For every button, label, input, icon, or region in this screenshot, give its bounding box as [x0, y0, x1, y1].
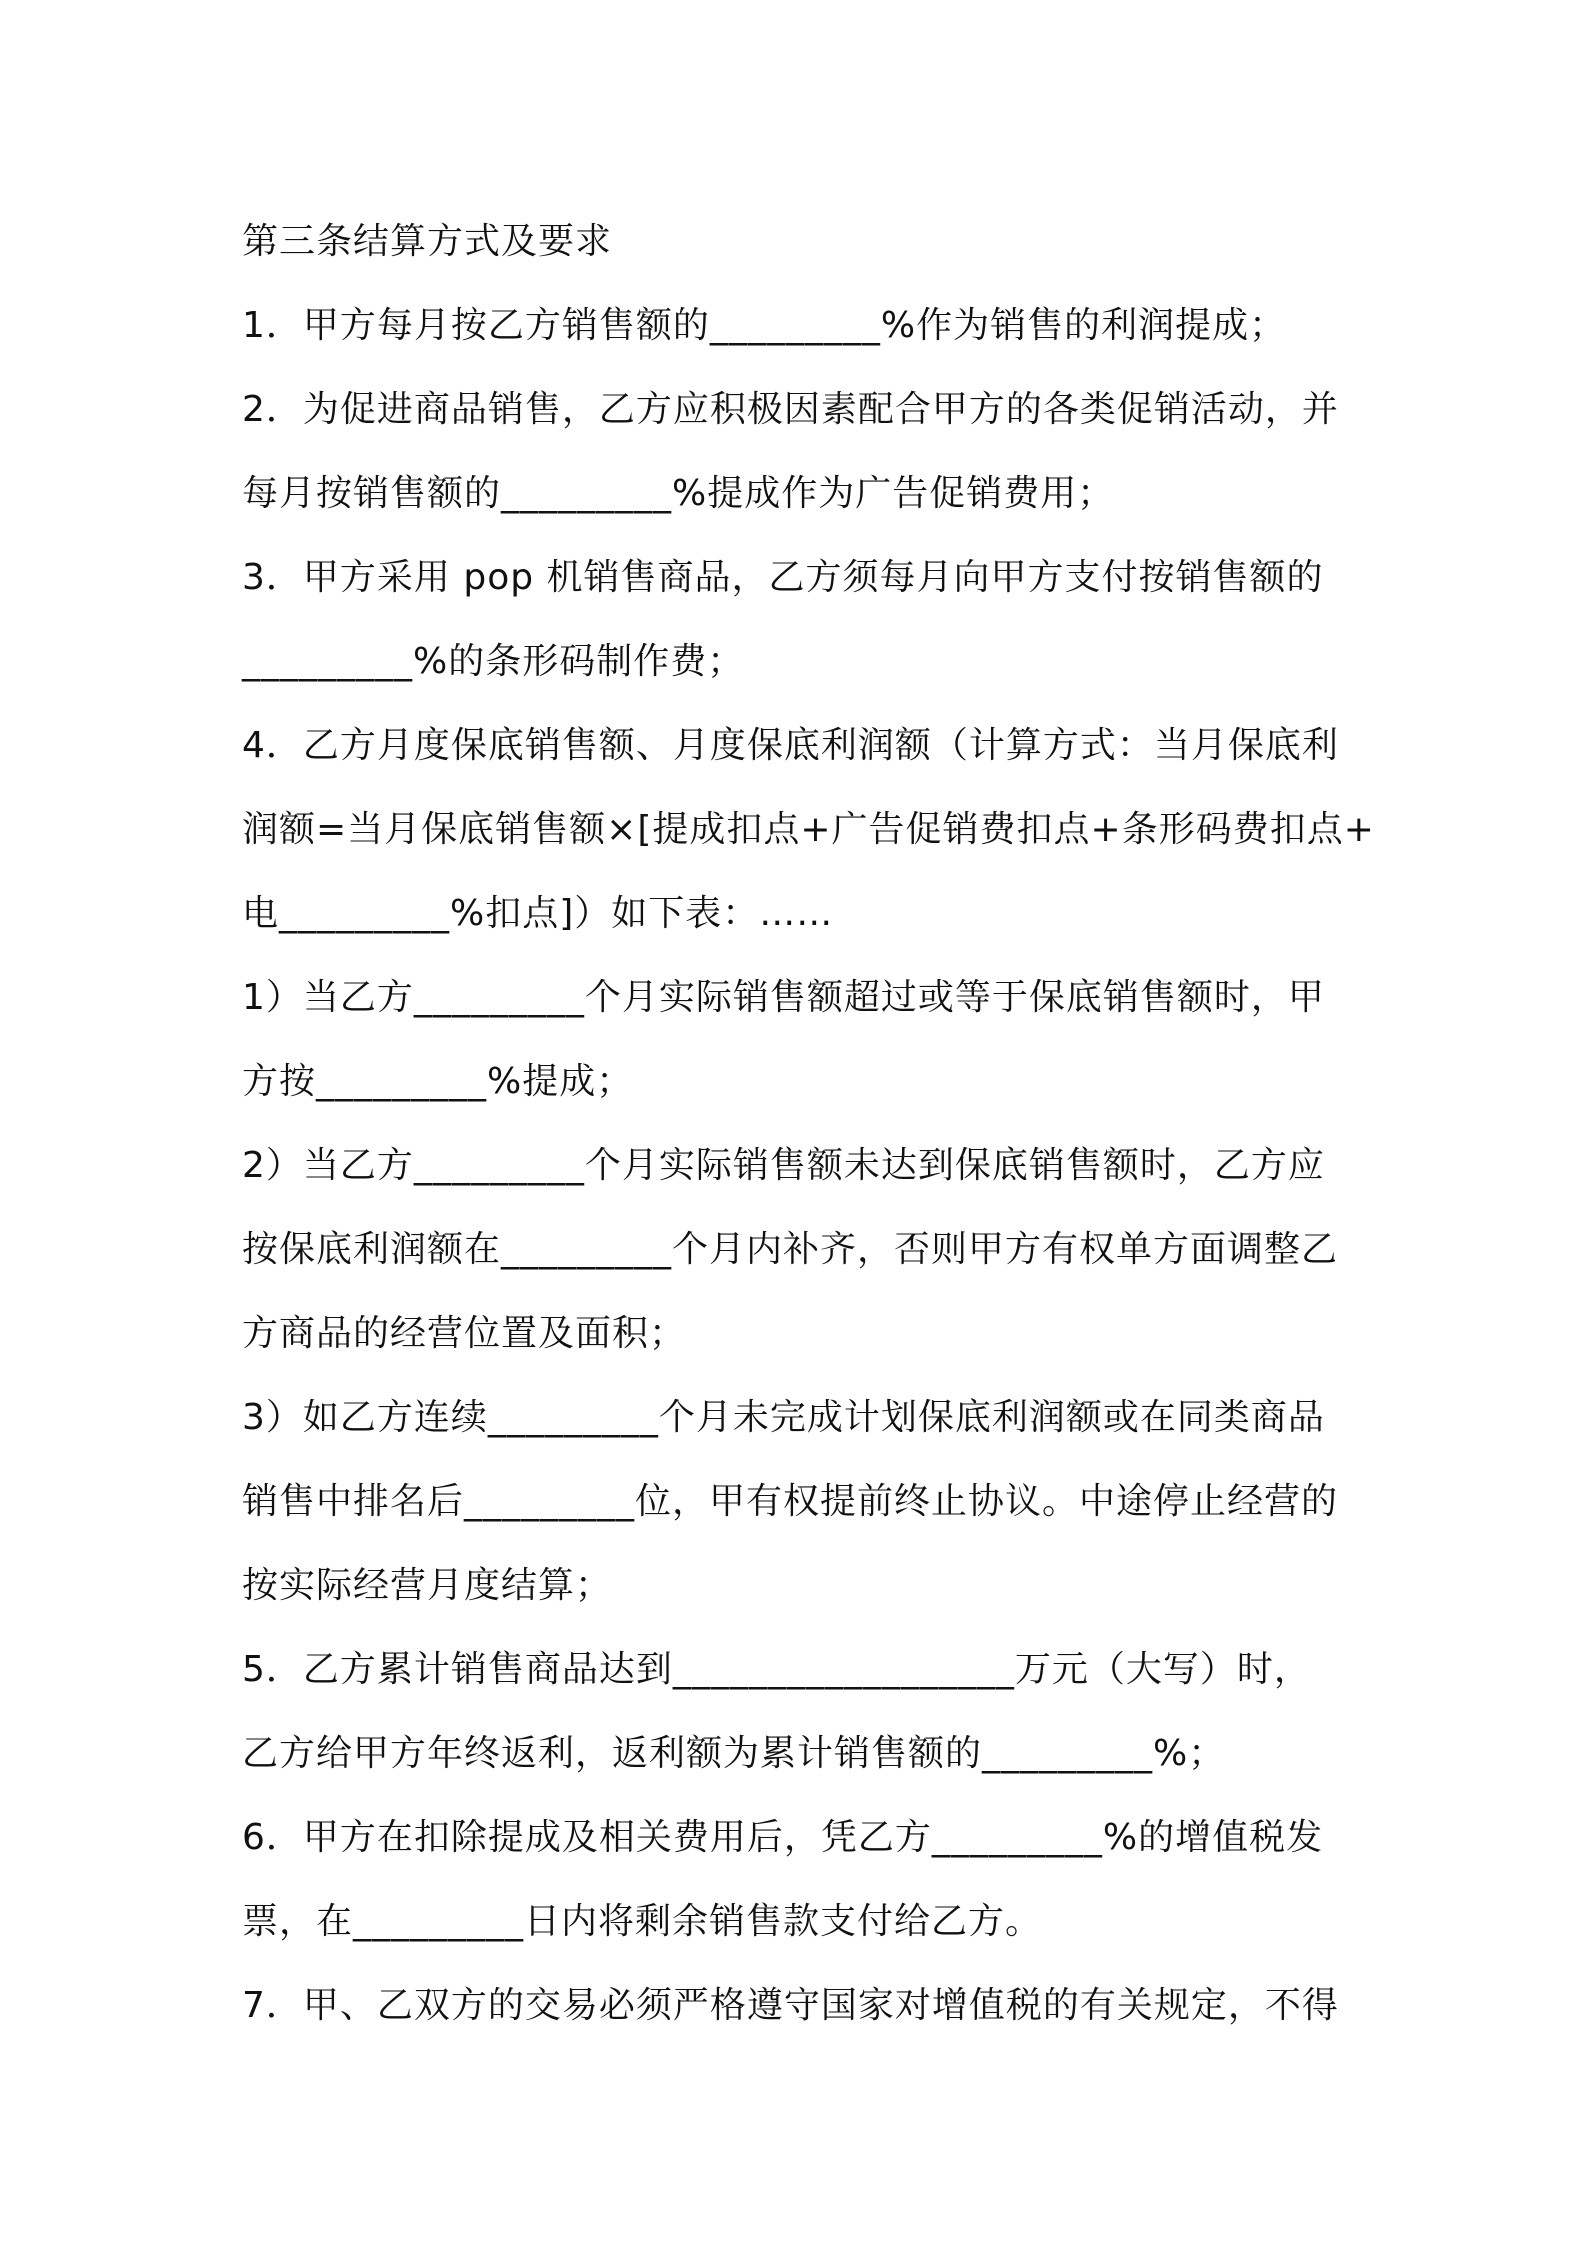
text-line: 按保底利润额在_________个月内补齐，否则甲方有权单方面调整乙 — [242, 1229, 1339, 1270]
text-line: 电_________%扣点]）如下表：…… — [242, 893, 834, 934]
text-line: 7．甲、乙双方的交易必须严格遵守国家对增值税的有关规定，不得 — [242, 1985, 1339, 2026]
text-line: 3）如乙方连续_________个月未完成计划保底利润额或在同类商品 — [242, 1397, 1325, 1438]
text-line: _________%的条形码制作费； — [242, 641, 745, 682]
text-line: 2）当乙方_________个月实际销售额未达到保底销售额时，乙方应 — [242, 1145, 1325, 1186]
text-line: 乙方给甲方年终返利，返利额为累计销售额的_________%； — [242, 1733, 1226, 1774]
text-line: 3．甲方采用 pop 机销售商品，乙方须每月向甲方支付按销售额的 — [242, 557, 1324, 598]
text-line: 6．甲方在扣除提成及相关费用后，凭乙方_________%的增值税发 — [242, 1817, 1324, 1858]
text-line: 5．乙方累计销售商品达到__________________万元（大写）时， — [242, 1649, 1311, 1690]
text-line: 方按_________%提成； — [242, 1061, 634, 1102]
document-body — [242, 200, 1375, 2048]
text-line: 按实际经营月度结算； — [242, 1565, 613, 1606]
text-line: 2．为促进商品销售，乙方应积极因素配合甲方的各类促销活动，并 — [242, 389, 1339, 430]
text-line: 销售中排名后_________位，甲有权提前终止协议。中途停止经营的 — [242, 1481, 1339, 1522]
text-line: 1．甲方每月按乙方销售额的_________%作为销售的利润提成； — [242, 305, 1287, 346]
text-line: 润额=当月保底销售额×[提成扣点+广告促销费扣点+条形码费扣点+ — [242, 809, 1375, 850]
text-line: 4．乙方月度保底销售额、月度保底利润额（计算方式：当月保底利 — [242, 725, 1339, 766]
section-heading: 第三条结算方式及要求 — [242, 221, 613, 262]
text-line: 每月按销售额的_________%提成作为广告促销费用； — [242, 473, 1115, 514]
text-line: 方商品的经营位置及面积； — [242, 1313, 687, 1354]
text-line: 票，在_________日内将剩余销售款支付给乙方。 — [242, 1901, 1043, 1942]
text-line: 1）当乙方_________个月实际销售额超过或等于保底销售额时，甲 — [242, 977, 1325, 1018]
